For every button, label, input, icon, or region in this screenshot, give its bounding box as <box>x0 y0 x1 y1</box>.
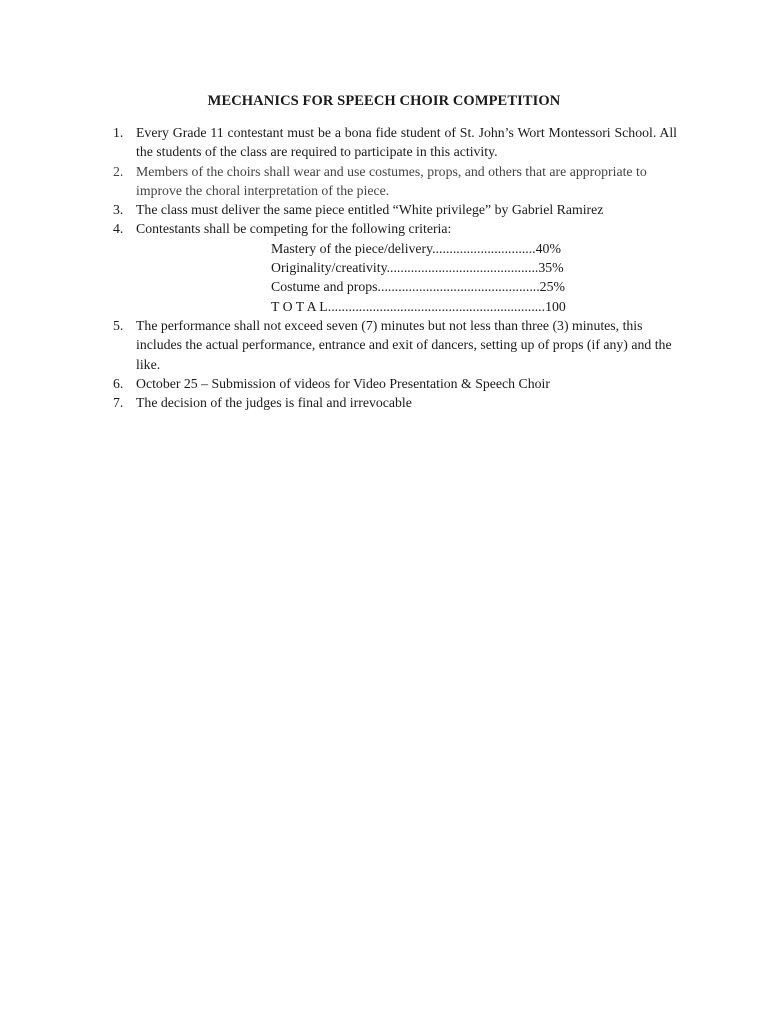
item-number: 1. <box>113 125 124 140</box>
criteria-label: Originality/creativity <box>271 260 387 276</box>
item-number: 3. <box>113 202 124 218</box>
item-number: 5. <box>113 317 124 333</box>
item-number: 4. <box>113 221 124 237</box>
criteria-list <box>136 239 677 316</box>
list-item-3 <box>0 200 677 219</box>
criteria-value: 25% <box>539 279 565 295</box>
document-title: MECHANICS FOR SPEECH CHOIR COMPETITION <box>207 93 561 109</box>
list-item-5 <box>0 316 677 374</box>
criteria-row-mastery <box>271 239 677 258</box>
criteria-leader-dots: ............................................... <box>377 279 540 295</box>
criteria-label: T O T A L <box>271 298 328 314</box>
criteria-leader-dots: ............................................ <box>386 260 539 276</box>
criteria-value: 100 <box>545 298 566 314</box>
item-text: October 25 – Submission of videos for Video Presentation & Speech Choir <box>136 375 550 391</box>
item-text: Contestants shall be competing for the following criteria: <box>136 221 452 237</box>
list-item-7 <box>0 393 677 412</box>
criteria-label: Costume and props <box>271 279 378 295</box>
item-number: 7. <box>113 395 124 411</box>
criteria-row-originality <box>271 258 677 277</box>
item-text: The class must deliver the same piece entitled “White privilege” by Gabriel Ramirez <box>136 202 604 218</box>
criteria-value: 40% <box>535 240 561 256</box>
item-text: The performance shall not exceed seven (7) minutes but not less than three (3) minutes, this includes the actual performance, entrance and exit of dancers, setting up of props (if any) and the like. <box>136 317 672 372</box>
criteria-row-costume <box>271 277 677 296</box>
mechanics-list <box>0 123 768 412</box>
criteria-row-total <box>271 297 677 316</box>
list-item-4 <box>0 219 677 315</box>
criteria-label: Mastery of the piece/delivery <box>271 240 433 256</box>
item-text: Every Grade 11 contestant must be a bona fide student of St. John’s Wort Montessori School. All the students of the class are required to participate in this activity. <box>136 125 677 160</box>
criteria-leader-dots: ............................................................... <box>327 298 546 314</box>
list-item-2 <box>0 162 677 201</box>
item-text: The decision of the judges is final and irrevocable <box>136 395 412 411</box>
criteria-leader-dots: .............................. <box>432 240 536 256</box>
item-text: Members of the choirs shall wear and use costumes, props, and others that are appropriate to improve the choral interpretation of the piece. <box>136 163 647 198</box>
item-number: 2. <box>113 163 124 179</box>
list-item-6 <box>0 374 677 393</box>
criteria-value: 35% <box>538 260 564 276</box>
list-item-1 <box>0 123 677 162</box>
item-number: 6. <box>113 375 124 391</box>
